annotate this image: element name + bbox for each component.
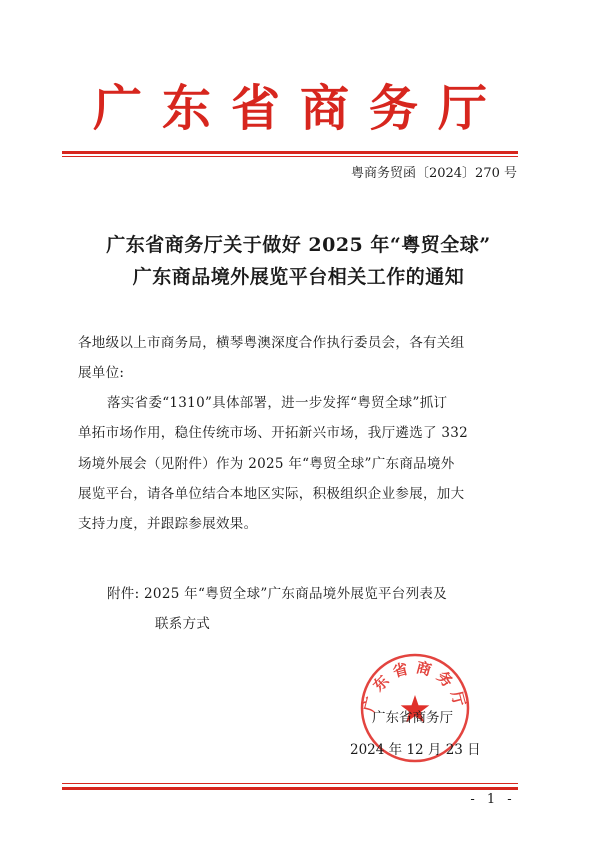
body-paragraph-line-1: 落实省委“1310”具体部署，进一步发挥“粤贸全球”抓订: [107, 395, 448, 411]
signer-name: 广东省商务厅: [372, 710, 453, 726]
footer-rule-thick: [62, 787, 518, 790]
header-rule-thin: [62, 156, 518, 157]
masthead-title: 广东省商务厅: [92, 79, 507, 137]
seal-text: 广东省商务厅: [360, 658, 470, 715]
header-rule-thick: [62, 151, 518, 154]
attachment-line-1: 附件: 2025 年“粤贸全球”广东商品境外展览平台列表及: [107, 586, 447, 602]
body-paragraph-line-3: 场境外展会（见附件）作为 2025 年“粤贸全球”广东商品境外: [78, 456, 455, 472]
attachment-line-2: 联系方式: [155, 616, 211, 632]
body-paragraph-line-4: 展览平台，请各单位结合本地区实际，积极组织企业参展，加大: [78, 486, 465, 502]
salutation-line-1: 各地级以上市商务局，横琴粤澳深度合作执行委员会，各有关组: [78, 335, 465, 351]
page-number: - 1 -: [470, 792, 516, 807]
body-paragraph-line-5: 支持力度，并跟踪参展效果。: [78, 516, 258, 532]
salutation-line-2: 展单位:: [78, 365, 125, 381]
footer-rule-thin: [62, 783, 518, 784]
signing-date: 2024 年 12 月 23 日: [350, 742, 481, 758]
body-paragraph-line-2: 单拓市场作用，稳住传统市场、开拓新兴市场，我厅遴选了 332: [78, 425, 469, 441]
notice-title-line-2: 广东商品境外展览平台相关工作的通知: [132, 266, 465, 288]
notice-title-line-1: 广东省商务厅关于做好 2025 年“粤贸全球”: [106, 234, 491, 256]
document-number: 粤商务贸函〔2024〕270 号: [350, 166, 517, 181]
